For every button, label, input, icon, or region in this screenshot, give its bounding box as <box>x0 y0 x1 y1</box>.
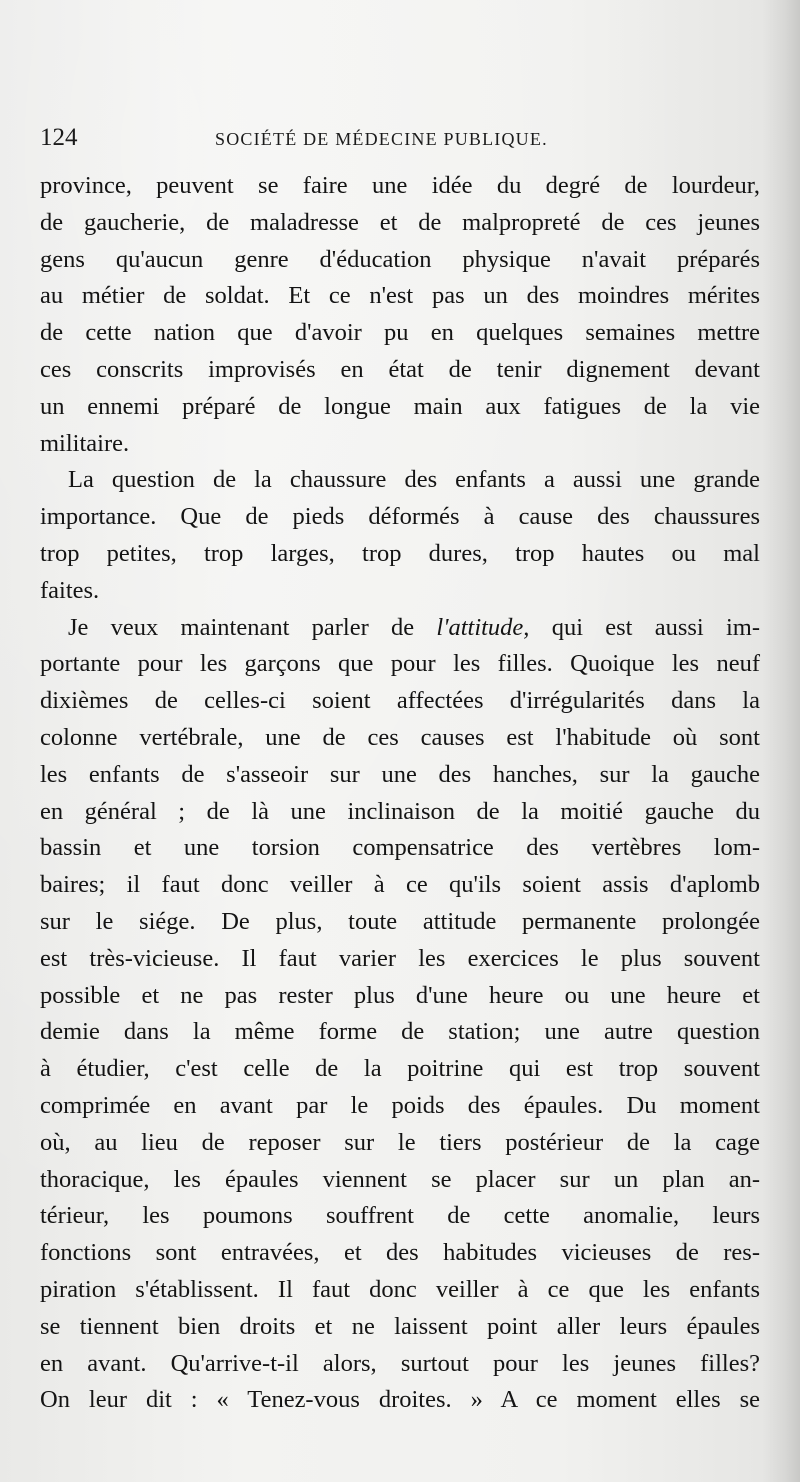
text-line: en avant. Qu'arrive-t-il alors, surtout pour les jeunes filles? <box>40 1349 760 1377</box>
text-line: sur le siége. De plus, toute attitude permanente prolongée <box>40 907 760 935</box>
text-line: où, au lieu de reposer sur le tiers postérieur de la cage <box>40 1128 760 1156</box>
running-head: SOCIÉTÉ DE MÉDECINE PUBLIQUE. <box>215 129 548 149</box>
text-line: possible et ne pas rester plus d'une heure ou une heure et <box>40 981 760 1009</box>
text-line: portante pour les garçons que pour les filles. Quoique les neuf <box>40 650 760 678</box>
text-line: trop petites, trop larges, trop dures, trop hautes ou mal <box>40 539 760 567</box>
text-line: dixièmes de celles-ci soient affectées d'irrégularités dans la <box>40 687 760 715</box>
text-line: térieur, les poumons souffrent de cette anomalie, leurs <box>40 1202 760 1230</box>
text-line: La question de la chaussure des enfants a aussi une grande <box>68 466 760 494</box>
text-line: thoracique, les épaules viennent se placer sur un plan an- <box>40 1165 760 1193</box>
page-number: 124 <box>40 124 78 151</box>
text-line: se tiennent bien droits et ne laissent point aller leurs épaules <box>40 1312 760 1340</box>
text-line: est très-vicieuse. Il faut varier les exercices le plus souvent <box>40 944 760 972</box>
text-line: faites. <box>40 576 100 604</box>
text-line: fonctions sont entravées, et des habitudes vicieuses de res- <box>40 1239 760 1267</box>
text-line: à étudier, c'est celle de la poitrine qui est trop souvent <box>40 1055 760 1083</box>
text-line: un ennemi préparé de longue main aux fatigues de la vie <box>40 392 760 420</box>
body-text <box>40 168 760 1419</box>
text-line: importance. Que de pieds déformés à cause des chaussures <box>40 503 760 531</box>
line-fragment: qui est aussi im- <box>529 613 760 641</box>
text-line: bassin et une torsion compensatrice des vertèbres lom- <box>40 834 760 862</box>
text-line-with-italic <box>40 610 760 647</box>
line-fragment: Je veux maintenant parler de <box>68 613 437 641</box>
text-line: au métier de soldat. Et ce n'est pas un des moindres mérites <box>40 282 760 310</box>
text-line: piration s'établissent. Il faut donc veiller à ce que les enfants <box>40 1275 760 1303</box>
text-line: On leur dit : « Tenez-vous droites. » A ce moment elles se <box>40 1386 760 1414</box>
text-line: comprimée en avant par le poids des épaules. Du moment <box>40 1091 760 1119</box>
text-line: ces conscrits improvisés en état de tenir dignement devant <box>40 355 760 383</box>
text-line: province, peuvent se faire une idée du degré de lourdeur, <box>40 172 760 199</box>
text-line: en général ; de là une inclinaison de la moitié gauche du <box>40 797 760 825</box>
text-line: de gaucherie, de maladresse et de malpropreté de ces jeunes <box>40 208 760 236</box>
text-line: de cette nation que d'avoir pu en quelques semaines mettre <box>40 319 760 347</box>
text-line: les enfants de s'asseoir sur une des hanches, sur la gauche <box>40 760 760 788</box>
page-edge-shadow <box>762 0 800 1482</box>
text-line: gens qu'aucun genre d'éducation physique n'avait préparés <box>40 245 760 273</box>
page-header <box>40 124 760 158</box>
text-line: baires; il faut donc veiller à ce qu'ils soient assis d'aplomb <box>40 871 760 899</box>
text-line: colonne vertébrale, une de ces causes est l'habitude où sont <box>40 723 760 751</box>
text-line: demie dans la même forme de station; une autre question <box>40 1018 760 1046</box>
italic-term: l'attitude, <box>436 613 530 641</box>
text-line: militaire. <box>40 429 130 457</box>
